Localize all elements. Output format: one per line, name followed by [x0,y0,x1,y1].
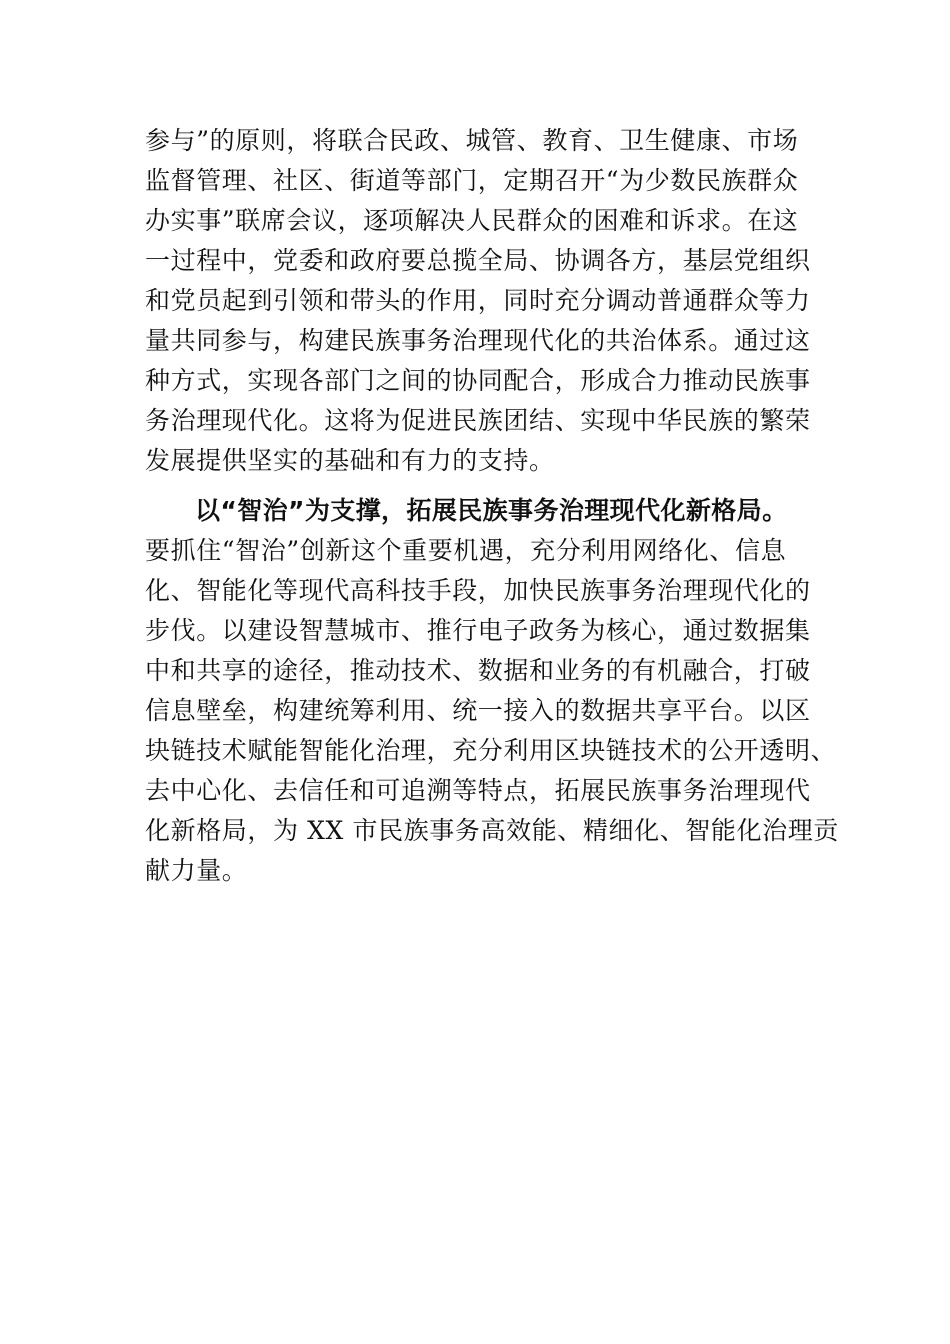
paragraph-line: 办实事”联席会议，逐项解决人民群众的困难和诉求。在这 [145,206,799,235]
paragraph-line: 献力量。 [145,856,248,885]
paragraph-line: 务治理现代化。这将为促进民族团结、实现中华民族的繁荣 [145,406,811,435]
paragraph-line: 种方式，实现各部门之间的协同配合，形成合力推动民族事 [145,366,811,395]
paragraph-line: 要抓住“智治”创新这个重要机遇，充分利用网络化、信息 [145,536,787,565]
paragraph-line: 化新格局，为 XX 市民族事务高效能、精细化、智能化治理贡 [145,816,839,845]
paragraph-1 [145,121,845,481]
paragraph-2 [145,491,845,891]
paragraph-line: 监督管理、社区、街道等部门，定期召开“为少数民族群众 [145,166,799,195]
paragraph-line: 和党员起到引领和带头的作用，同时充分调动普通群众等力 [145,286,811,315]
paragraph-line: 步伐。以建设智慧城市、推行电子政务为核心，通过数据集 [145,616,811,645]
paragraph-line: 参与”的原则，将联合民政、城管、教育、卫生健康、市场 [145,126,799,155]
paragraph-line: 中和共享的途径，推动技术、数据和业务的有机融合，打破 [145,656,811,685]
paragraph-line: 信息壁垒，构建统筹利用、统一接入的数据共享平台。以区 [145,696,811,725]
paragraph-line: 块链技术赋能智能化治理，充分利用区块链技术的公开透明、 [145,736,837,765]
paragraph-line: 量共同参与，构建民族事务治理现代化的共治体系。通过这 [145,326,811,355]
section-heading: 以“智治”为支撑，拓展民族事务治理现代化新格局。 [195,496,788,525]
paragraph-line: 去中心化、去信任和可追溯等特点，拓展民族事务治理现代 [145,776,811,805]
paragraph-line: 发展提供坚实的基础和有力的支持。 [145,446,555,475]
document-body [145,121,845,891]
paragraph-line: 一过程中，党委和政府要总揽全局、协调各方，基层党组织 [145,246,811,275]
paragraph-line: 化、智能化等现代高科技手段，加快民族事务治理现代化的 [145,576,811,605]
